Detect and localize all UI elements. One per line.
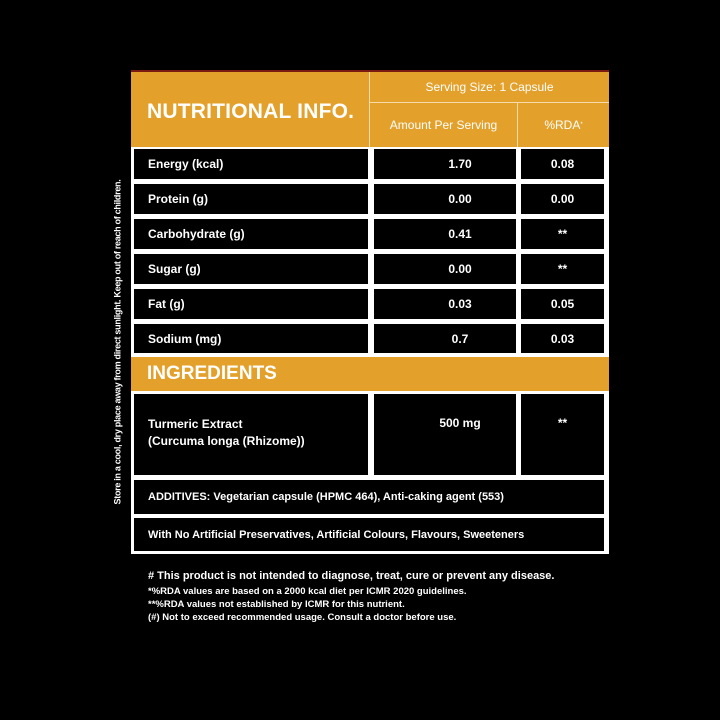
serving-size: Serving Size: 1 Capsule xyxy=(425,80,554,94)
footnotes xyxy=(148,570,554,624)
ingredient-name xyxy=(134,394,368,475)
rda-mark: * xyxy=(580,122,583,128)
nutrient-rda: 0.03 xyxy=(521,324,604,353)
nutrient-amount: 0.00 xyxy=(374,184,516,214)
nutrient-name: Sugar (g) xyxy=(134,254,368,284)
nutrient-amount: 0.00 xyxy=(374,254,516,284)
ingredients-title: INGREDIENTS xyxy=(147,363,277,384)
ingredient-name-line1: Turmeric Extract xyxy=(148,417,243,431)
ingredient-amount: 500 mg xyxy=(374,394,516,475)
free-from-row: With No Artificial Preservatives, Artificial Colours, Flavours, Sweeteners xyxy=(134,518,604,551)
ingredients-header xyxy=(131,357,609,391)
nutrient-rda: 0.00 xyxy=(521,184,604,214)
footnote: # This product is not intended to diagnose, treat, cure or prevent any disease. xyxy=(148,570,555,582)
footnote: *%RDA values are based on a 2000 kcal diet per ICMR 2020 guidelines. xyxy=(148,586,467,597)
nutrient-amount: 0.03 xyxy=(374,289,516,319)
nutrient-amount: 0.41 xyxy=(374,219,516,249)
nutrition-table xyxy=(131,70,609,554)
nutrient-name: Energy (kcal) xyxy=(134,149,368,179)
nutrient-amount: 1.70 xyxy=(374,149,516,179)
nutrient-rda: 0.05 xyxy=(521,289,604,319)
nutrient-rda: ** xyxy=(521,219,604,249)
ingredient-name-line2: (Curcuma longa (Rhizome)) xyxy=(148,434,305,448)
nutrient-name: Fat (g) xyxy=(134,289,368,319)
nutrient-name: Protein (g) xyxy=(134,184,368,214)
rda-column-header xyxy=(518,103,609,147)
additives-row: ADDITIVES: Vegetarian capsule (HPMC 464), Anti-caking agent (553) xyxy=(134,480,604,514)
amount-column-header: Amount Per Serving xyxy=(389,118,498,132)
nutrient-name: Sodium (mg) xyxy=(134,324,368,353)
ingredient-rda: ** xyxy=(521,394,604,475)
nutrient-name: Carbohydrate (g) xyxy=(134,219,368,249)
footnote: (#) Not to exceed recommended usage. Consult a doctor before use. xyxy=(148,612,457,623)
footnote: **%RDA values not established by ICMR for this nutrient. xyxy=(148,599,405,610)
nutrient-rda: ** xyxy=(521,254,604,284)
rda-label: %RDA xyxy=(544,118,581,132)
nutrient-amount: 0.7 xyxy=(374,324,516,353)
table-header xyxy=(131,72,609,147)
side-vertical-text xyxy=(111,128,124,555)
side-text: Store in a cool, dry place away from direct sunlight. Keep out of reach of children. xyxy=(112,179,123,504)
header-title: NUTRITIONAL INFO. xyxy=(147,100,355,123)
nutrient-rda: 0.08 xyxy=(521,149,604,179)
